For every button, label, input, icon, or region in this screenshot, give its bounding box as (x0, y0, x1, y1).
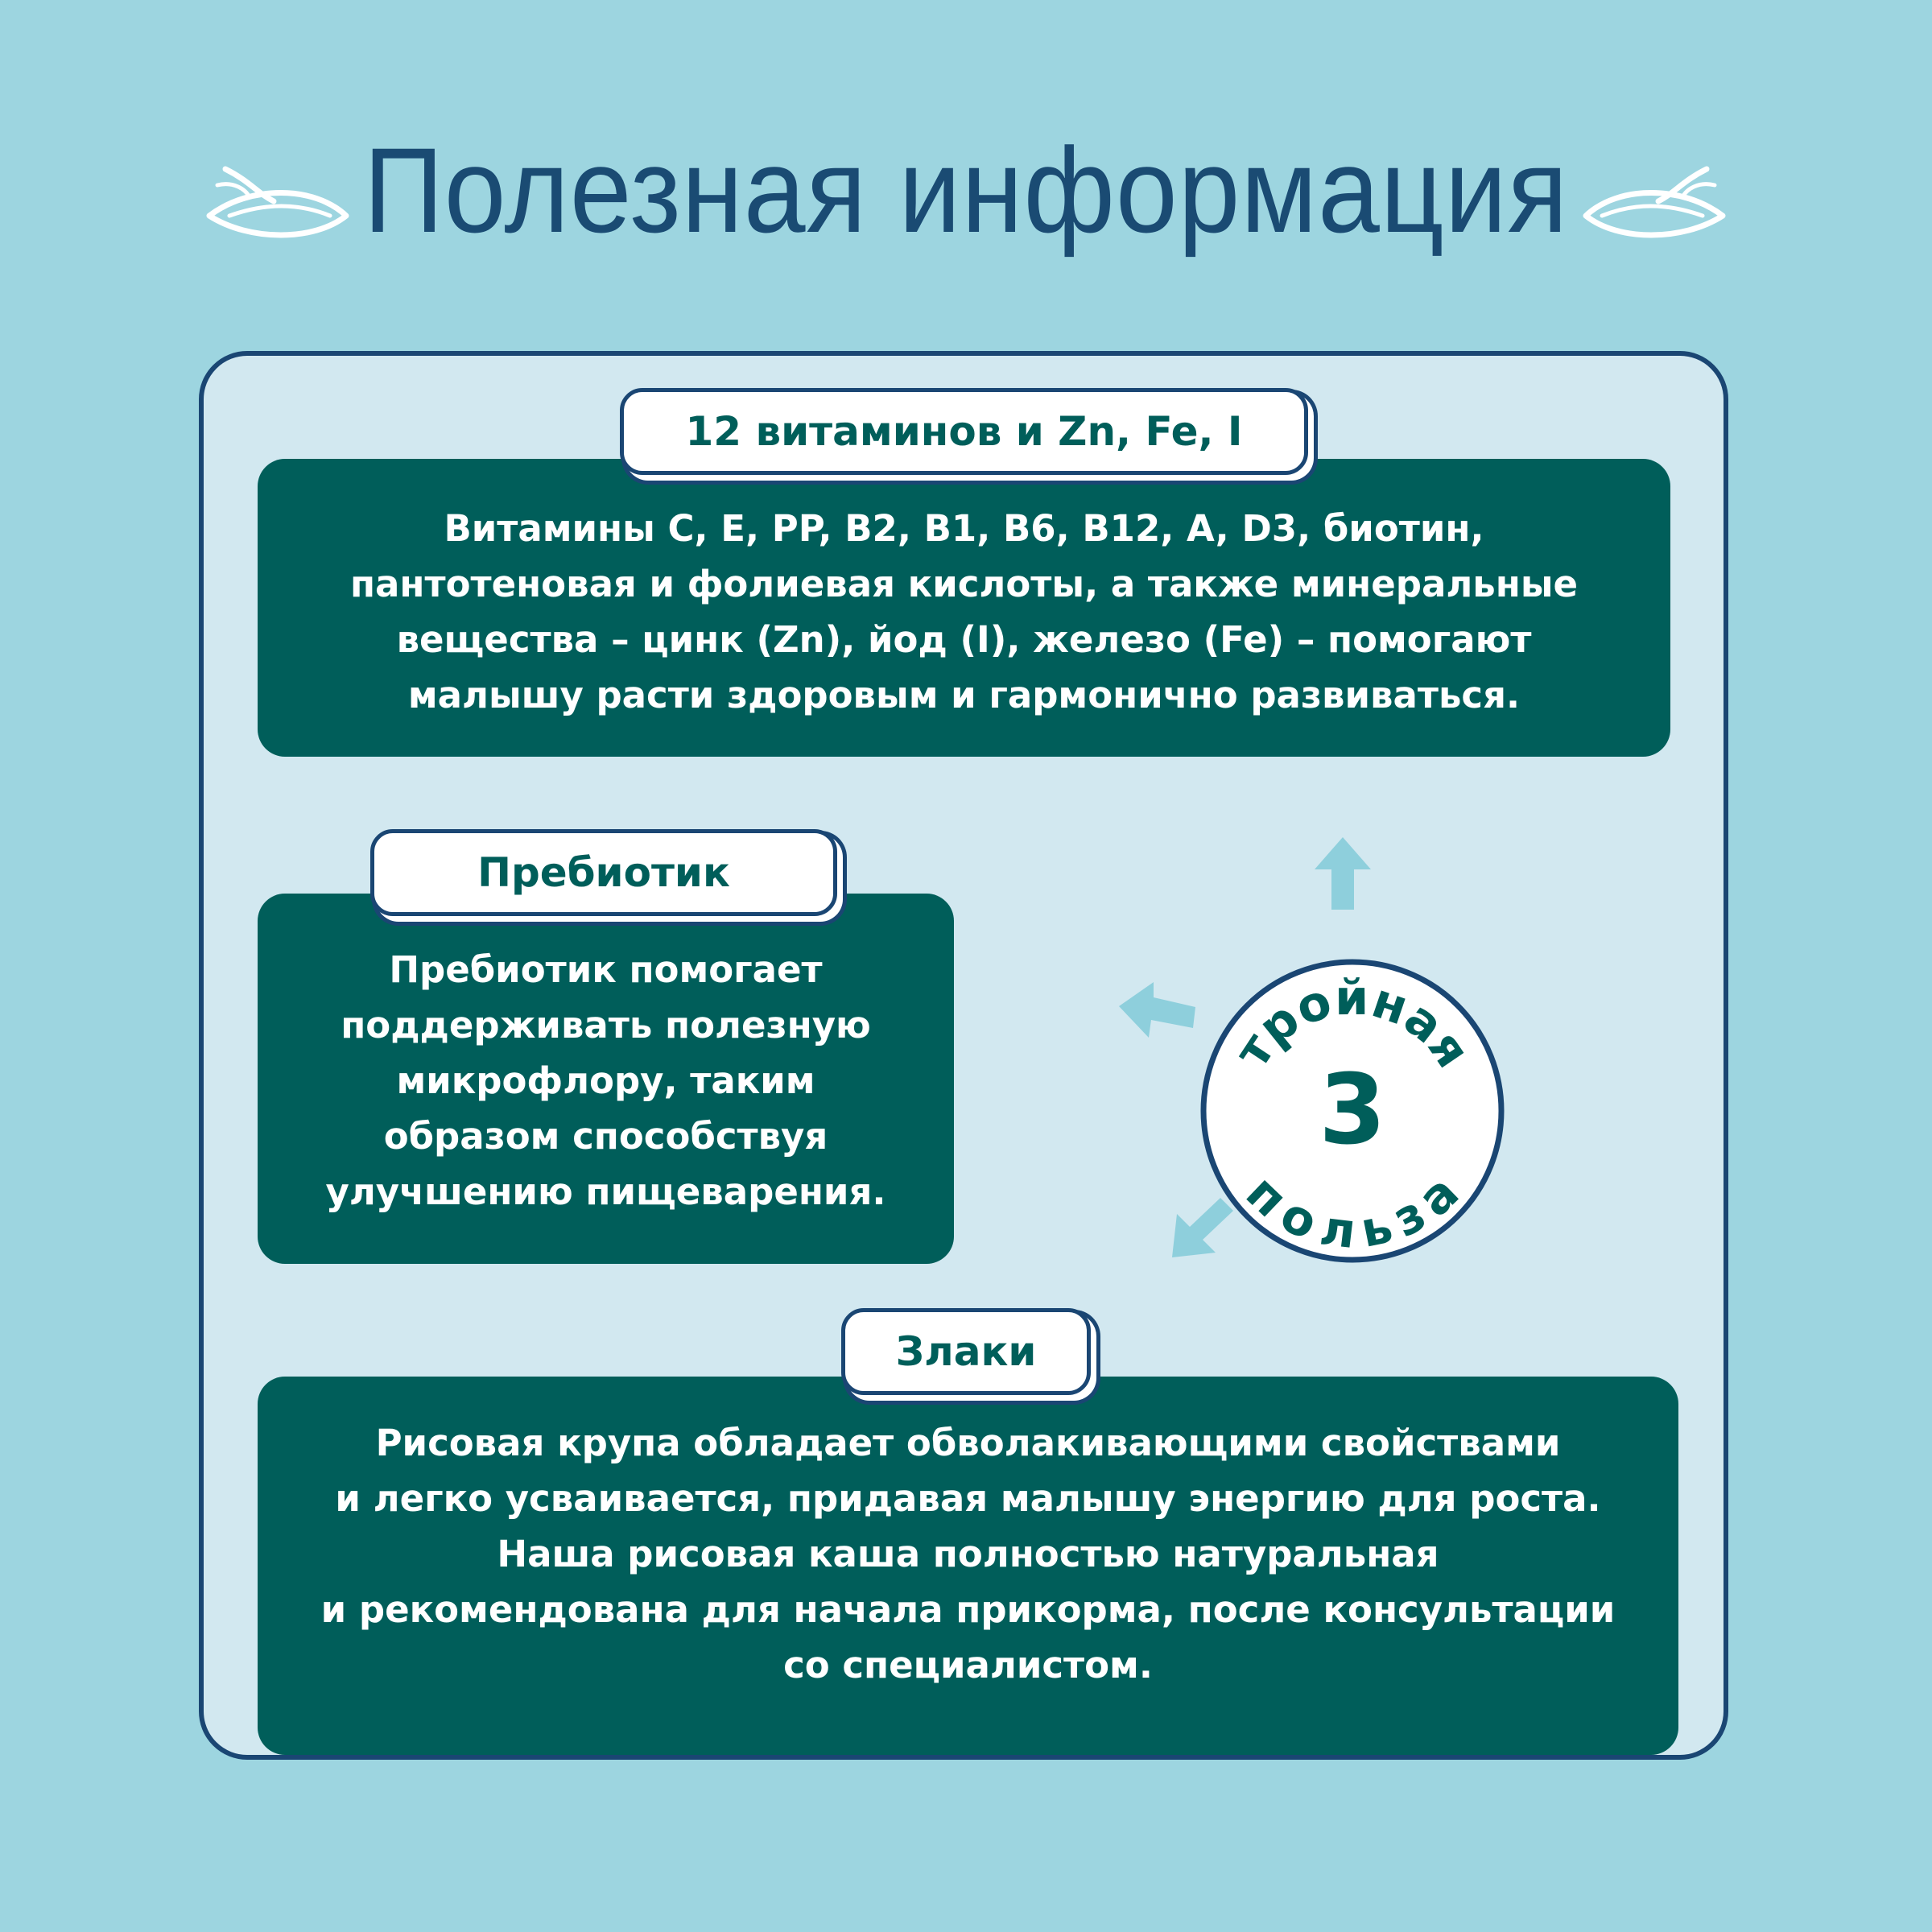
triple-benefit-badge (1191, 950, 1513, 1272)
page-title: Полезная информация (363, 122, 1569, 258)
vitamins-card (258, 459, 1670, 757)
prebiotic-text-line: Пребиотик помогает (389, 948, 823, 991)
prebiotic-card (258, 894, 954, 1264)
grains-text-line: и рекомендована для начала прикорма, после консультации (320, 1588, 1616, 1631)
vitamins-text-line: Витамины C, E, PP, B2, B1, B6, B12, A, D3, биотин, (444, 507, 1484, 550)
vitamins-text-line: пантотеновая и фолиевая кислоты, а также минеральные (349, 563, 1579, 605)
badge-bottom-text: польза (1235, 1164, 1470, 1261)
leaf-right-icon (1578, 153, 1731, 242)
arrow-up-icon (1311, 833, 1375, 914)
prebiotic-text-line: поддерживать полезную (341, 1004, 871, 1046)
arrow-left-icon (1115, 978, 1199, 1042)
grains-text-line: и легко усваивается, придавая малышу энергию для роста. (335, 1477, 1601, 1520)
vitamins-text-line: малышу расти здоровым и гармонично развиваться. (407, 674, 1521, 716)
vitamins-text-line: вещества – цинк (Zn), йод (I), железо (Fe) – помогают (396, 618, 1532, 661)
prebiotic-text-line: микрофлору, таким (396, 1059, 815, 1102)
grains-text-line: Рисовая крупа обладает обволакивающими свойствами (375, 1422, 1561, 1464)
grains-text-line: со специалистом. (783, 1644, 1153, 1686)
badge-number: 3 (1319, 1055, 1386, 1166)
prebiotic-label: Пребиотик (370, 829, 837, 916)
prebiotic-text-line: улучшению пищеварения. (325, 1170, 886, 1213)
badge-top-text: тройная (1224, 969, 1481, 1078)
prebiotic-text-line: образом способствуя (383, 1115, 828, 1158)
grains-label: Злаки (841, 1308, 1091, 1395)
grains-text-line: Наша рисовая каша полностью натуральная (497, 1533, 1439, 1575)
vitamins-label: 12 витаминов и Zn, Fe, I (620, 388, 1308, 475)
grains-card (258, 1377, 1678, 1755)
